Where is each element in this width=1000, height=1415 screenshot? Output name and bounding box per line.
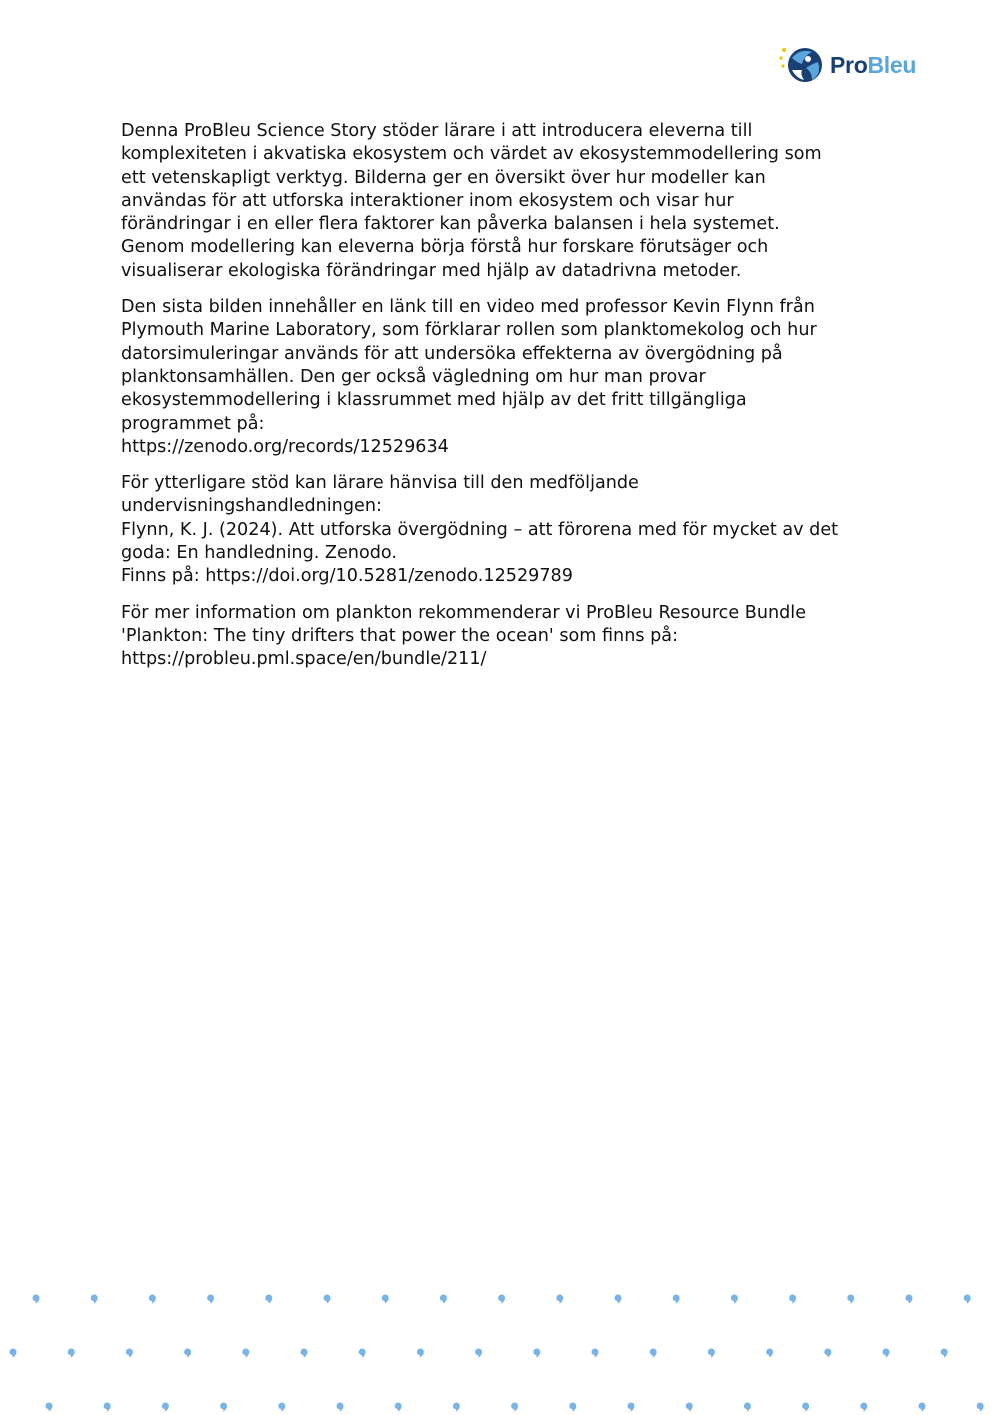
droplet-icon [68, 1349, 75, 1358]
droplet-icon [860, 1403, 867, 1413]
text-line: programmet på: [121, 413, 265, 434]
link-text[interactable]: Finns på: https://doi.org/10.5281/zenodo.12529789 [121, 566, 573, 587]
text-line: goda: En handledning. Zenodo. [121, 543, 397, 564]
text-line: Plymouth Marine Laboratory, som förklarar rollen som planktomekolog och hur [121, 320, 817, 341]
text-line: användas för att utforska interaktioner inom ekosystem och visar hur [121, 190, 734, 211]
text-line: datorsimuleringar används för att undersöka effekterna av övergödning på [121, 343, 783, 364]
droplet-icon [686, 1403, 693, 1413]
link-text[interactable]: https://zenodo.org/records/12529634 [121, 436, 449, 457]
droplet-icon [395, 1403, 402, 1413]
droplet-icon [417, 1349, 424, 1358]
text-line: Den sista bilden innehåller en länk till en video med professor Kevin Flynn från [121, 297, 815, 318]
droplet-icon [650, 1349, 657, 1358]
droplet-icon [615, 1295, 622, 1305]
droplet-icon [382, 1295, 389, 1305]
droplet-icon [498, 1295, 505, 1305]
logo-text-bleu: Bleu [867, 51, 917, 78]
text-line: 'Plankton: The tiny drifters that power the ocean' som finns på: [121, 625, 678, 646]
droplet-icon [708, 1349, 715, 1358]
droplet-icon [301, 1349, 308, 1358]
text-line: För mer information om plankton rekommenderar vi ProBleu Resource Bundle [121, 602, 807, 623]
droplet-icon [453, 1403, 460, 1413]
droplet-icon [242, 1349, 249, 1358]
text-line: förändringar i en eller flera faktorer kan påverka balansen i hela systemet. [121, 214, 780, 235]
droplet-icon [847, 1295, 854, 1305]
droplet-icon [744, 1403, 751, 1413]
droplet-icon [207, 1295, 214, 1305]
droplet-icon [359, 1349, 366, 1358]
link-text[interactable]: https://probleu.pml.space/en/bundle/211/ [121, 649, 487, 670]
text-line: För ytterligare stöd kan lärare hänvisa till den medföljande [121, 473, 639, 494]
droplet-icon [964, 1295, 971, 1305]
text-line: Flynn, K. J. (2024). Att utforska övergödning – att förorena med för mycket av det [121, 519, 839, 540]
droplet-icon [731, 1295, 738, 1305]
droplet-icon [324, 1295, 331, 1305]
text-line: undervisningshandledningen: [121, 496, 382, 517]
droplet-icon [220, 1403, 227, 1413]
droplet-icon [592, 1349, 599, 1358]
droplet-icon [977, 1403, 984, 1413]
droplet-icon [162, 1403, 169, 1413]
text-line: Denna ProBleu Science Story stöder lärare i att introducera eleverna till [121, 121, 753, 141]
droplet-icon [104, 1403, 111, 1413]
droplet-icon [673, 1295, 680, 1305]
droplet-icon [10, 1349, 17, 1358]
droplet-icon [184, 1349, 191, 1358]
probleu-globe-icon [778, 44, 826, 86]
droplet-icon [126, 1348, 133, 1358]
paragraph [121, 120, 901, 283]
droplet-icon [511, 1402, 518, 1412]
probleu-logo [778, 44, 916, 86]
droplet-icon [919, 1403, 926, 1413]
droplet-icon [569, 1403, 576, 1413]
paragraph [121, 472, 901, 588]
droplet-icon [941, 1349, 948, 1358]
droplet-icon [278, 1403, 285, 1413]
droplet-icon [440, 1295, 447, 1305]
droplet-icon [91, 1295, 98, 1305]
droplet-icon [556, 1295, 563, 1305]
text-line: visualiserar ekologiska förändringar med hjälp av datadrivna metoder. [121, 260, 742, 281]
droplet-icon [628, 1403, 635, 1413]
droplet-icon [824, 1349, 831, 1358]
paragraph [121, 296, 901, 459]
text-line: komplexiteten i akvatiska ekosystem och värdet av ekosystemmodellering som [121, 144, 822, 165]
droplet-icon [802, 1403, 809, 1413]
droplet-icon [46, 1403, 53, 1413]
text-line: Genom modellering kan eleverna börja förstå hur forskare förutsäger och [121, 237, 769, 258]
droplet-icon [789, 1295, 796, 1305]
droplet-icon [883, 1349, 890, 1358]
droplet-icon [533, 1349, 540, 1358]
document-body [121, 120, 901, 685]
droplet-icon [337, 1403, 344, 1413]
droplet-icon [475, 1349, 482, 1358]
text-line: ekosystemmodellering i klassrummet med hjälp av det fritt tillgängliga [121, 390, 747, 411]
droplet-icon [265, 1295, 272, 1305]
droplet-icon [766, 1349, 773, 1358]
text-line: ett vetenskapligt verktyg. Bilderna ger en översikt över hur modeller kan [121, 167, 766, 188]
text-line: planktonsamhällen. Den ger också vägledning om hur man provar [121, 366, 706, 387]
logo-text-pro: Pro [830, 51, 868, 78]
droplet-icon [149, 1295, 156, 1305]
droplet-icon [33, 1295, 40, 1305]
paragraph [121, 602, 901, 672]
droplet-icon [906, 1295, 913, 1305]
